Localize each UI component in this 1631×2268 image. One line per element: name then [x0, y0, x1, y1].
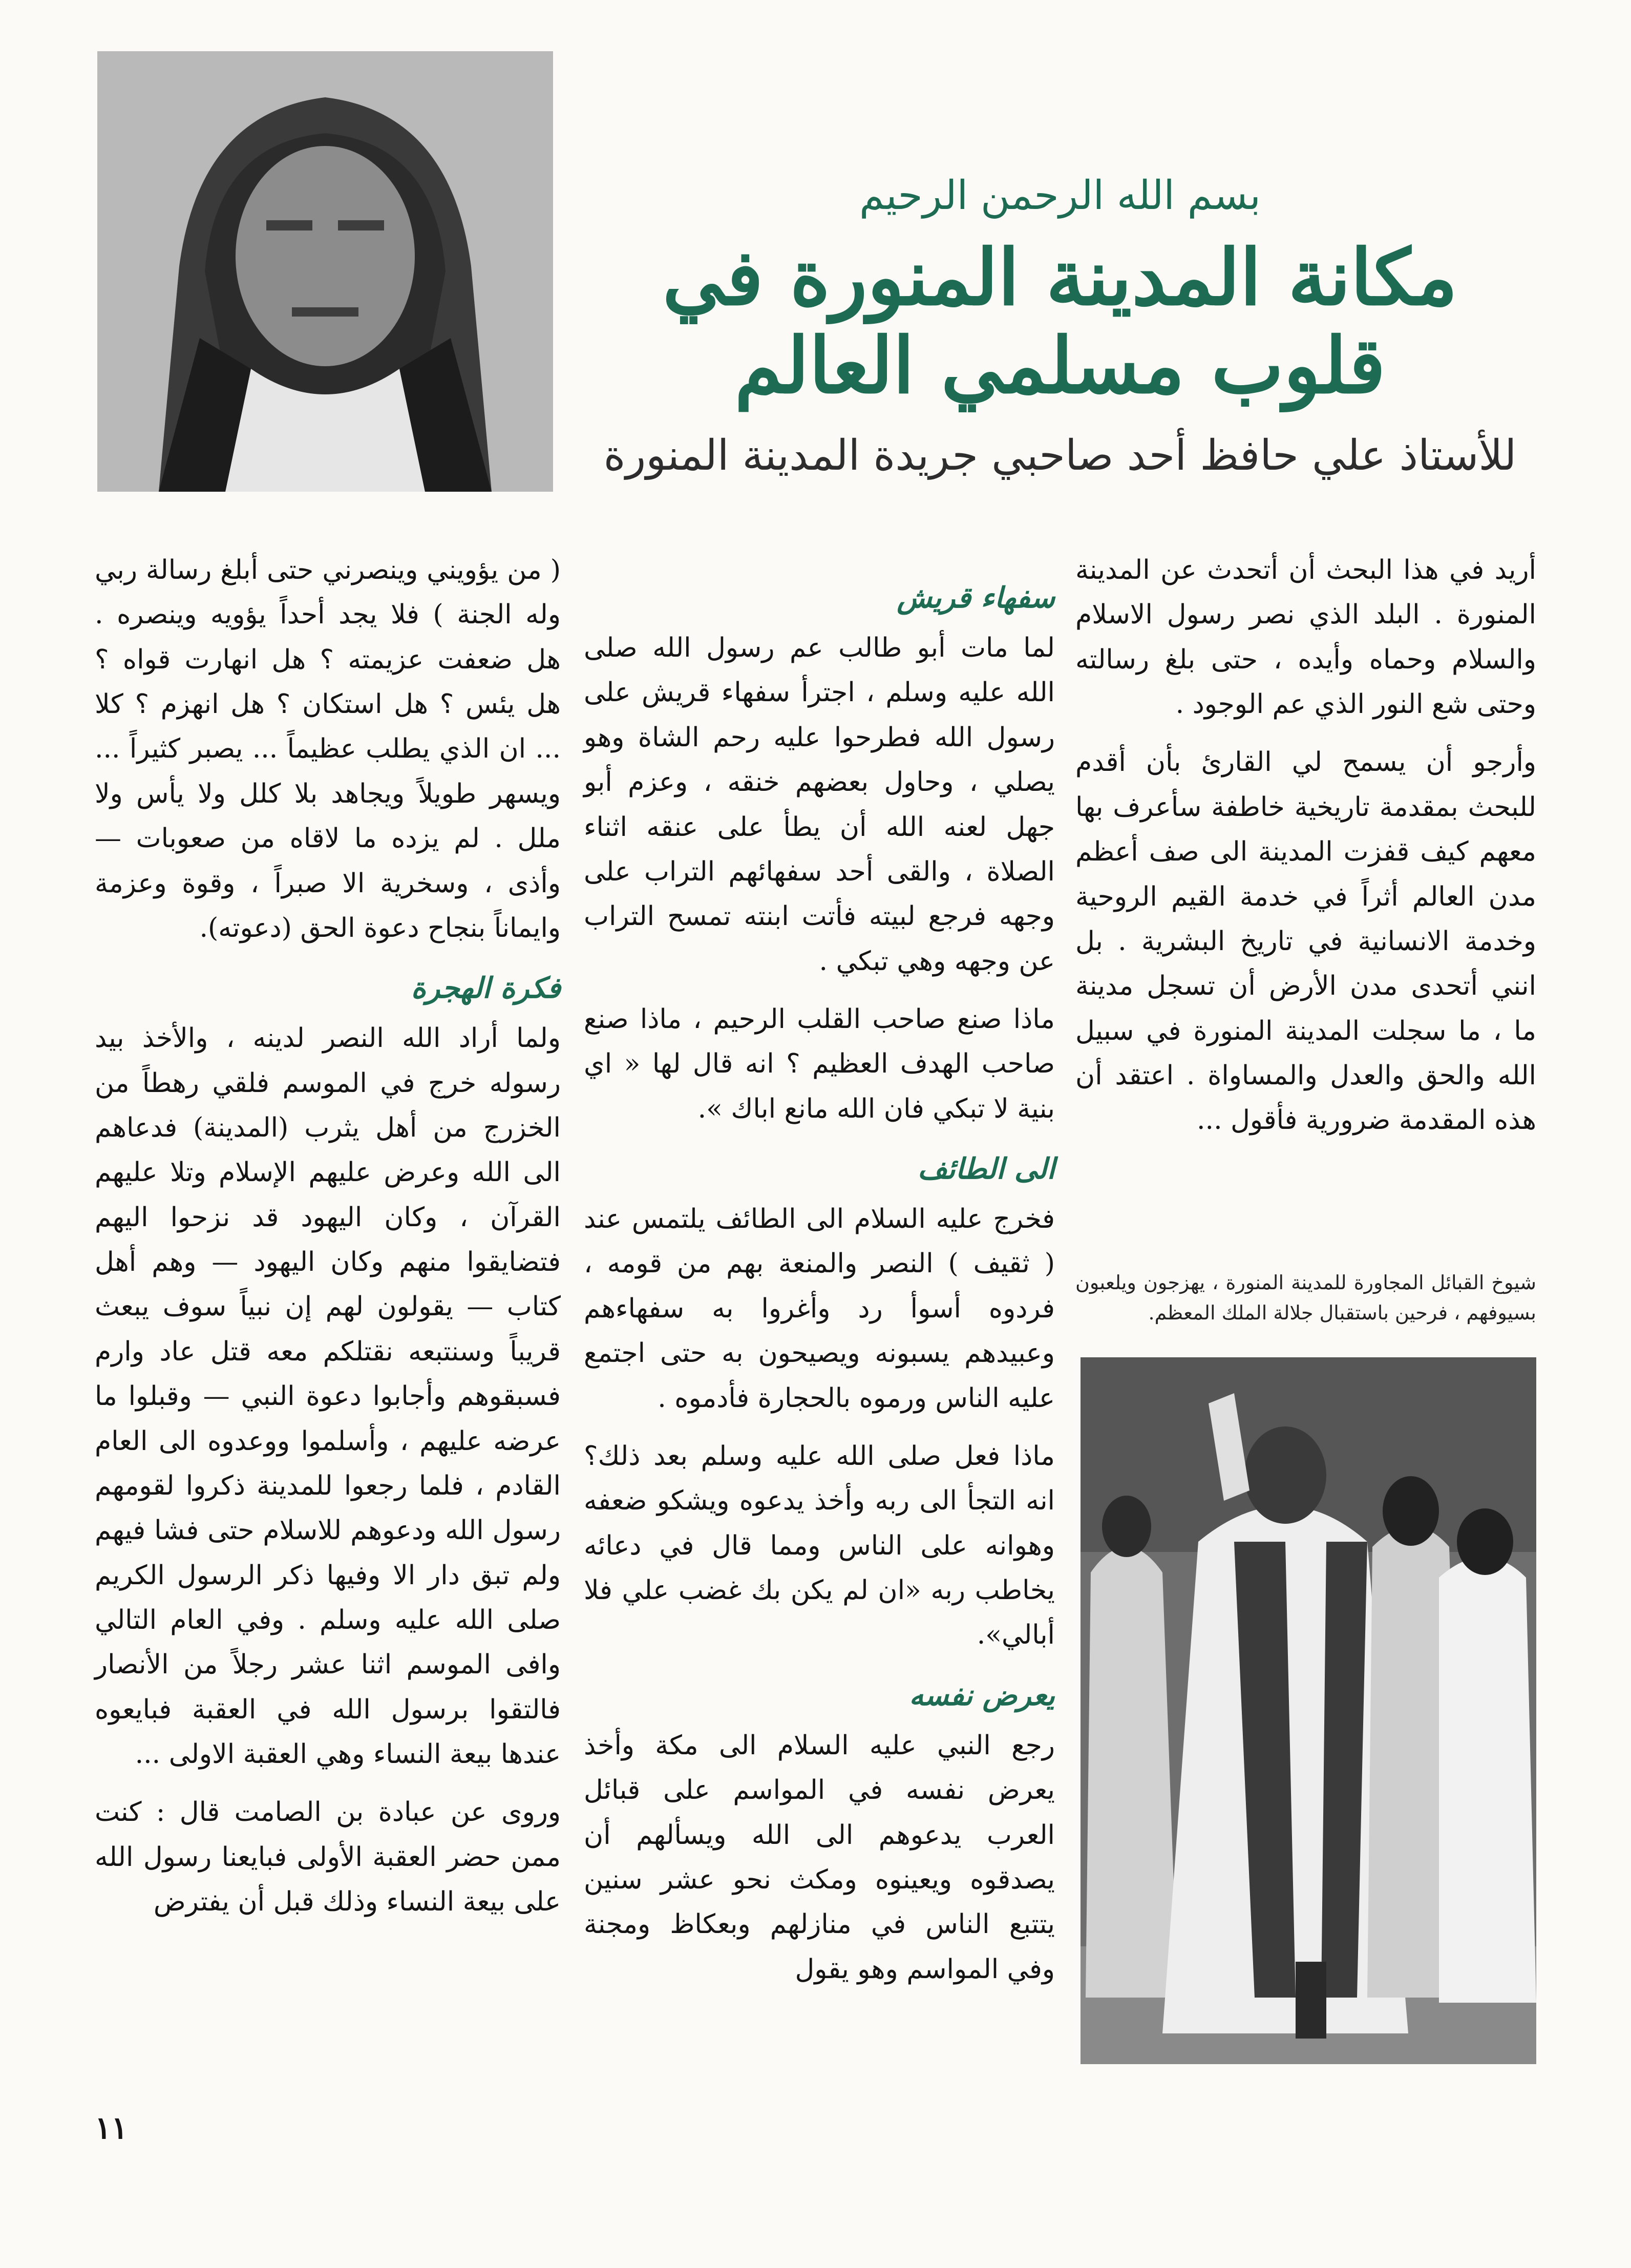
paragraph: رجع النبي عليه السلام الى مكة وأخذ يعرض نفسه في المواسم على قبائل العرب يدعوهم الى الله ويسألهم أن يصدقوه ويعينوه ومكث نحو عشر سنين يتتبع الناس في منازلهم وبعكاظ ومجنة وفي المواسم وهو يقول [584, 1730, 1055, 1985]
basmala: بسم الله الرحمن الرحيم [859, 173, 1261, 219]
paragraph: ماذا فعل صلى الله عليه وسلم بعد ذلك؟ انه التجأ الى ربه وأخذ يدعوه ويشكو ضعفه وهوانه على الناس ومما قال في دعائه يخاطب ربه «ان لم يكن بك غضب علي فلا أبالي». [584, 1440, 1055, 1651]
column-right [1075, 548, 1536, 1260]
paragraph: لما مات أبو طالب عم رسول الله صلى الله عليه وسلم ، اجترأ سفهاء قريش على رسول الله فطرحوا عليه رحم الشاة وهو يصلي ، وحاول بعضهم خنقه ، وعزم أبو جهل لعنه الله أن يطأ على عنقه اثناء الصلاة ، والقى أحد سفهائهم التراب على وجهه فرجع لبيته فأتت ابنته تمسح التراب عن وجهه وهي تبكي . [584, 633, 1055, 977]
paragraph: فخرج عليه السلام الى الطائف يلتمس عند ( ثقيف ) النصر والمنعة بهم من قومه ، فردوه أسوأ رد وأغروا به سفهاءهم وعبيدهم يسبونه ويصيحون به حتى اجتمع عليه الناس ورموه بالحجارة فأدموه . [584, 1204, 1055, 1414]
section-heading: الى الطائف [918, 1152, 1055, 1186]
author-byline: للأستاذ علي حافظ أحد صاحبي جريدة المدينة المنورة [603, 431, 1517, 480]
author-portrait [97, 51, 553, 492]
article-header [579, 174, 1541, 502]
section-heading: يعرض نفسه [909, 1678, 1055, 1712]
paragraph: وروى عن عبادة بن الصامت قال : كنت ممن حضر العقبة الأولى فبايعنا رسول الله على بيعة النساء وذلك قبل أن يفترض [95, 1797, 561, 1918]
paragraph: وأرجو أن يسمح لي القارئ بأن أقدم للبحث بمقدمة تاريخية خاطفة سأعرف بها معهم كيف قفزت المدينة الى صف أعظم مدن العالم أثراً في خدمة القيم الروحية وخدمة الانسانية في تاريخ البشرية . بل انني أتحدى مدن الأرض أن تسجل مدينة ما ، ما سجلت المدينة المنورة في سبيل الله والحق والعدل والمساواة . اعتقد أن هذه المقدمة ضرورية فأقول ... [1075, 747, 1536, 1136]
paragraph: ( من يؤويني وينصرني حتى أبلغ رسالة ربي وله الجنة ) فلا يجد أحداً يؤويه وينصره . هل ضعفت عزيمته ؟ هل انهارت قواه ؟ هل يئس ؟ هل استكان ؟ هل انهزم ؟ كلا ... ان الذي يطلب عظيماً ... يصبر كثيراً ... ويسهر طويلاً ويجاهد بلا كلل ولا يأس ولا ملل . لم يزده ما لاقاه من صعوبات — وأذى ، وسخرية الا صبراً ، وقوة وعزمة وايماناً بنجاح دعوة الحق (دعوته). [95, 555, 561, 943]
section-heading: فكرة الهجرة [411, 971, 561, 1005]
column-middle [584, 569, 1055, 2064]
column-left [95, 548, 561, 2085]
page-number: ١١ [95, 2110, 128, 2146]
tribal-sheikhs-photo [1081, 1357, 1536, 2064]
paragraph: أريد في هذا البحث أن أتحدث عن المدينة المنورة . البلد الذي نصر رسول الاسلام والسلام وحماه وأيده ، حتى بلغ رسالته وحتى شع النور الذي عم الوجود . [1075, 555, 1536, 720]
paragraph: ماذا صنع صاحب القلب الرحيم ، ماذا صنع صاحب الهدف العظيم ؟ انه قال لها « اي بنية لا تبكي فان الله مانع اباك ». [584, 1003, 1055, 1124]
section-heading: سفهاء قريش [897, 581, 1055, 615]
paragraph: ولما أراد الله النصر لدينه ، والأخذ بيد رسوله خرج في الموسم فلقي رهطاً من الخزرج من أهل يثرب (المدينة) فدعاهم الى الله وعرض عليهم الإسلام وتلا عليهم القرآن ، وكان اليهود قد نزحوا اليهم فتضايقوا منهم وكان اليهود — وهم أهل كتاب — يقولون لهم إن نبياً سوف يبعث قريباً وسنتبعه نقتلكم معه قتل عاد وارم فسبقوهم وأجابوا دعوة النبي — وقبلوا ما عرضه عليهم ، وأسلموا ووعدوه الى العام القادم ، فلما رجعوا للمدينة ذكروا لقومهم رسول الله ودعوهم للاسلام حتى فشا فيهم ولم تبق دار الا وفيها ذكر الرسول الكريم صلى الله عليه وسلم . وفي العام التالي وافى الموسم اثنا عشر رجلاً من الأنصار فالتقوا برسول الله في العقبة فبايعوه عندها بيعة النساء وهي العقبة الاولى ... [95, 1023, 561, 1770]
photo-caption: شيوخ القبائل المجاورة للمدينة المنورة ، يهزجون ويلعبون بسيوفهم ، فرحين باستقبال جلالة الملك المعظم. [1075, 1271, 1536, 1324]
article-title: مكانة المدينة المنورة في قلوب مسلمي العالم [662, 232, 1458, 411]
